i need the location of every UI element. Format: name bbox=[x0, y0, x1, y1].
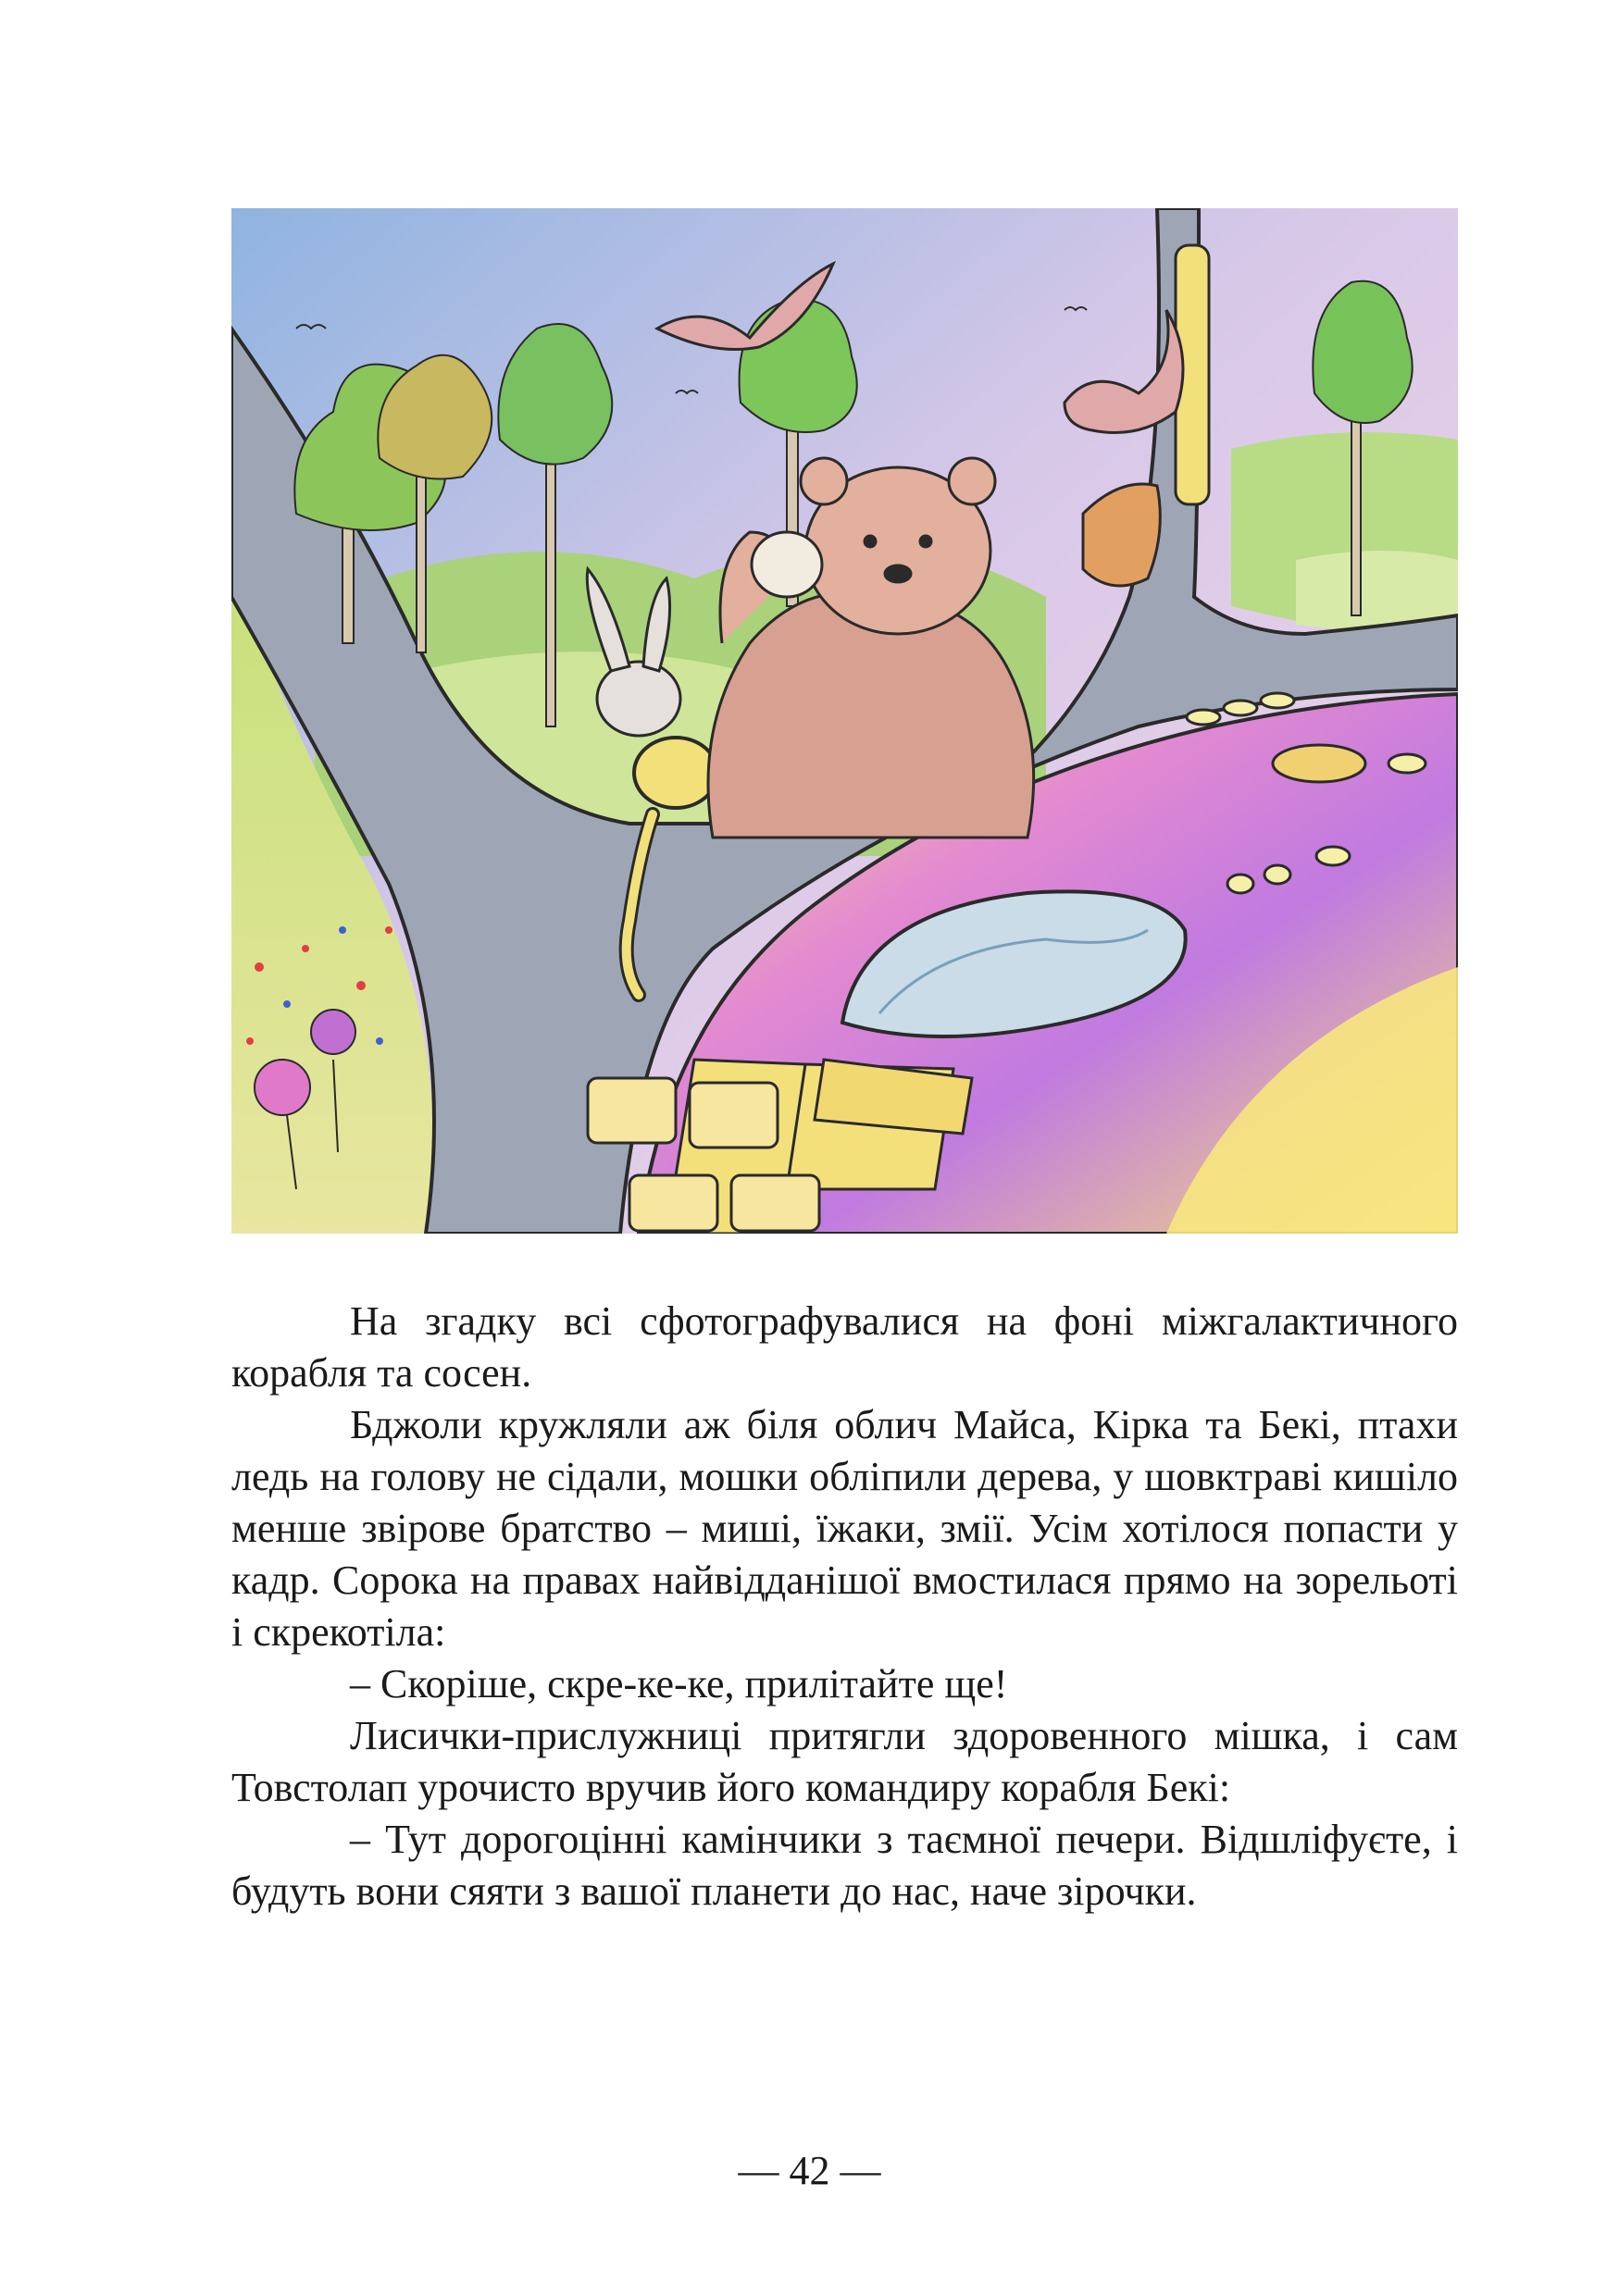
paragraph: – Скоріше, скре-ке-ке, прилітайте ще! bbox=[350, 1661, 1008, 1706]
paragraph: Лисички-прислужниці притягли здоровенного мішка, і сам Товстолап урочисто вручив його командиру корабля Бекі: bbox=[231, 1713, 1458, 1810]
illustration-art bbox=[231, 208, 1458, 1234]
paragraph: – Тут дорогоцінні камінчики з таємної печери. Відшліфуєте, і будуть вони сяяти з вашої планети до нас, наче зірочки. bbox=[231, 1817, 1458, 1914]
paragraph: На згадку всі сфотографувалися на фоні міжгалактичного корабля та сосен. bbox=[231, 1298, 1458, 1396]
story-text bbox=[231, 1296, 1458, 1917]
book-illustration bbox=[231, 208, 1458, 1234]
paragraph: Бджоли кружляли аж біля облич Майса, Кірка та Бекі, птахи ледь на голову не сідали, мошки обліпили дерева, у шовктраві кишіло менше звірове братство – миші, їжаки, змії. Усім хотілося попасти у кадр. Сорока на правах найвідданішої вмостилася прямо на зорельоті і скрекотіла: bbox=[231, 1402, 1458, 1655]
page-number: — 42 — bbox=[738, 2148, 881, 2193]
